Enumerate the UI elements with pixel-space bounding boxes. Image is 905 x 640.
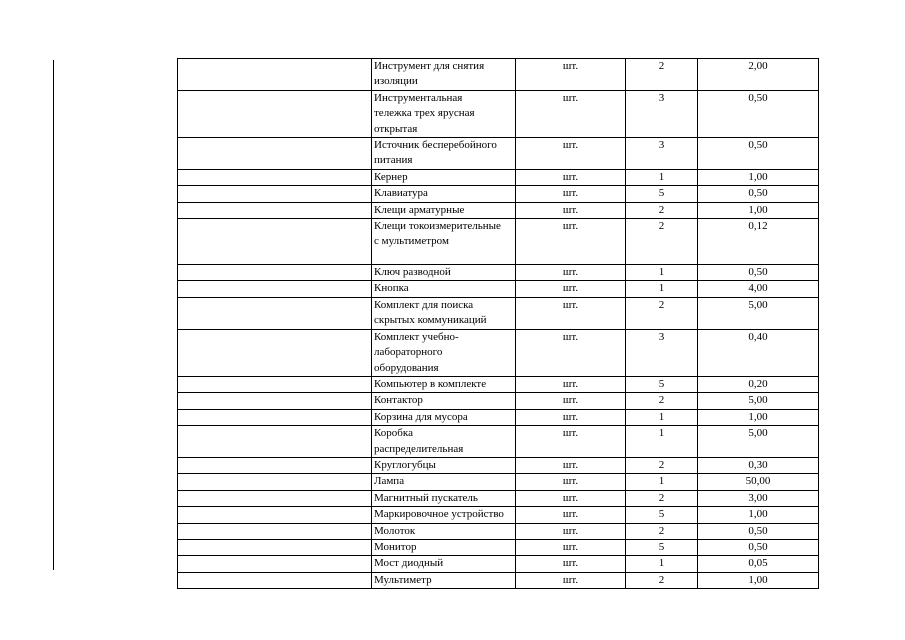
unit-cell: шт. [516,186,626,202]
quantity-cell: 2 [626,490,698,506]
row-number-cell [178,265,372,281]
value-cell: 0,30 [698,457,819,473]
table-row [178,186,819,202]
table-row [178,523,819,539]
table-row [178,219,819,265]
item-name-cell: Магнитный пускатель [372,490,516,506]
quantity-cell: 2 [626,572,698,588]
table-row [178,556,819,572]
table-row [178,426,819,458]
value-cell: 1,00 [698,169,819,185]
row-number-cell [178,90,372,137]
row-number-cell [178,219,372,265]
item-name-cell: Ключ разводной [372,265,516,281]
equipment-table [177,58,819,589]
row-number-cell [178,297,372,329]
row-number-cell [178,186,372,202]
row-number-cell [178,556,372,572]
unit-cell: шт. [516,297,626,329]
unit-cell: шт. [516,265,626,281]
item-name-cell: Клещи токоизмерительные с мультиметром [372,219,516,265]
value-cell: 5,00 [698,297,819,329]
value-cell: 0,20 [698,376,819,392]
unit-cell: шт. [516,281,626,297]
quantity-cell: 3 [626,138,698,170]
quantity-cell: 5 [626,186,698,202]
row-number-cell [178,138,372,170]
item-name-cell: Комплект учебно- лабораторного оборудования [372,329,516,376]
item-name-cell: Клавиатура [372,186,516,202]
unit-cell: шт. [516,202,626,218]
value-cell: 50,00 [698,474,819,490]
unit-cell: шт. [516,474,626,490]
item-name-cell: Компьютер в комплекте [372,376,516,392]
table-row [178,202,819,218]
row-number-cell [178,169,372,185]
item-name-cell: Молоток [372,523,516,539]
row-number-cell [178,474,372,490]
row-number-cell [178,376,372,392]
row-number-cell [178,457,372,473]
table-row [178,376,819,392]
table-row [178,457,819,473]
item-name-cell: Мультиметр [372,572,516,588]
item-name-cell: Мост диодный [372,556,516,572]
unit-cell: шт. [516,393,626,409]
value-cell: 0,50 [698,90,819,137]
unit-cell: шт. [516,409,626,425]
table-row [178,572,819,588]
value-cell: 3,00 [698,490,819,506]
unit-cell: шт. [516,507,626,523]
value-cell: 0,12 [698,219,819,265]
item-name-cell: Инструментальная тележка трех ярусная открытая [372,90,516,137]
unit-cell: шт. [516,539,626,555]
unit-cell: шт. [516,138,626,170]
value-cell: 0,50 [698,539,819,555]
value-cell: 1,00 [698,409,819,425]
quantity-cell: 2 [626,297,698,329]
value-cell: 5,00 [698,393,819,409]
unit-cell: шт. [516,90,626,137]
table-row [178,90,819,137]
item-name-cell: Клещи арматурные [372,202,516,218]
row-number-cell [178,539,372,555]
quantity-cell: 2 [626,523,698,539]
row-number-cell [178,409,372,425]
table-row [178,393,819,409]
unit-cell: шт. [516,572,626,588]
value-cell: 4,00 [698,281,819,297]
table-row [178,507,819,523]
quantity-cell: 2 [626,457,698,473]
item-name-cell: Коробка распределительная [372,426,516,458]
item-name-cell: Источник бесперебойного питания [372,138,516,170]
row-number-cell [178,426,372,458]
row-number-cell [178,329,372,376]
value-cell: 1,00 [698,202,819,218]
quantity-cell: 5 [626,539,698,555]
quantity-cell: 1 [626,409,698,425]
table-row [178,490,819,506]
quantity-cell: 2 [626,202,698,218]
table-row [178,138,819,170]
quantity-cell: 2 [626,59,698,91]
table-row [178,329,819,376]
item-name-cell: Комплект для поиска скрытых коммуникаций [372,297,516,329]
row-number-cell [178,507,372,523]
value-cell: 1,00 [698,572,819,588]
row-number-cell [178,490,372,506]
unit-cell: шт. [516,556,626,572]
row-number-cell [178,572,372,588]
item-name-cell: Круглогубцы [372,457,516,473]
value-cell: 0,50 [698,186,819,202]
equipment-table-body [178,59,819,589]
table-row [178,409,819,425]
table-row [178,281,819,297]
item-name-cell: Контактор [372,393,516,409]
row-number-cell [178,523,372,539]
quantity-cell: 2 [626,393,698,409]
table-row [178,169,819,185]
row-number-cell [178,59,372,91]
table-row [178,474,819,490]
item-name-cell: Кернер [372,169,516,185]
unit-cell: шт. [516,59,626,91]
item-name-cell: Маркировочное устройство [372,507,516,523]
quantity-cell: 1 [626,556,698,572]
quantity-cell: 1 [626,265,698,281]
unit-cell: шт. [516,376,626,392]
row-number-cell [178,202,372,218]
value-cell: 0,50 [698,138,819,170]
quantity-cell: 1 [626,474,698,490]
quantity-cell: 5 [626,507,698,523]
unit-cell: шт. [516,329,626,376]
unit-cell: шт. [516,490,626,506]
value-cell: 0,05 [698,556,819,572]
item-name-cell: Инструмент для снятия изоляции [372,59,516,91]
table-row [178,539,819,555]
quantity-cell: 3 [626,329,698,376]
item-name-cell: Лампа [372,474,516,490]
unit-cell: шт. [516,457,626,473]
unit-cell: шт. [516,426,626,458]
value-cell: 0,40 [698,329,819,376]
value-cell: 5,00 [698,426,819,458]
unit-cell: шт. [516,169,626,185]
table-row [178,265,819,281]
value-cell: 0,50 [698,523,819,539]
quantity-cell: 1 [626,169,698,185]
quantity-cell: 1 [626,426,698,458]
item-name-cell: Монитор [372,539,516,555]
value-cell: 1,00 [698,507,819,523]
table-row [178,297,819,329]
page-margin-line [53,60,54,570]
unit-cell: шт. [516,523,626,539]
item-name-cell: Корзина для мусора [372,409,516,425]
table-row [178,59,819,91]
quantity-cell: 2 [626,219,698,265]
unit-cell: шт. [516,219,626,265]
quantity-cell: 1 [626,281,698,297]
row-number-cell [178,393,372,409]
item-name-cell: Кнопка [372,281,516,297]
quantity-cell: 3 [626,90,698,137]
value-cell: 0,50 [698,265,819,281]
quantity-cell: 5 [626,376,698,392]
value-cell: 2,00 [698,59,819,91]
row-number-cell [178,281,372,297]
